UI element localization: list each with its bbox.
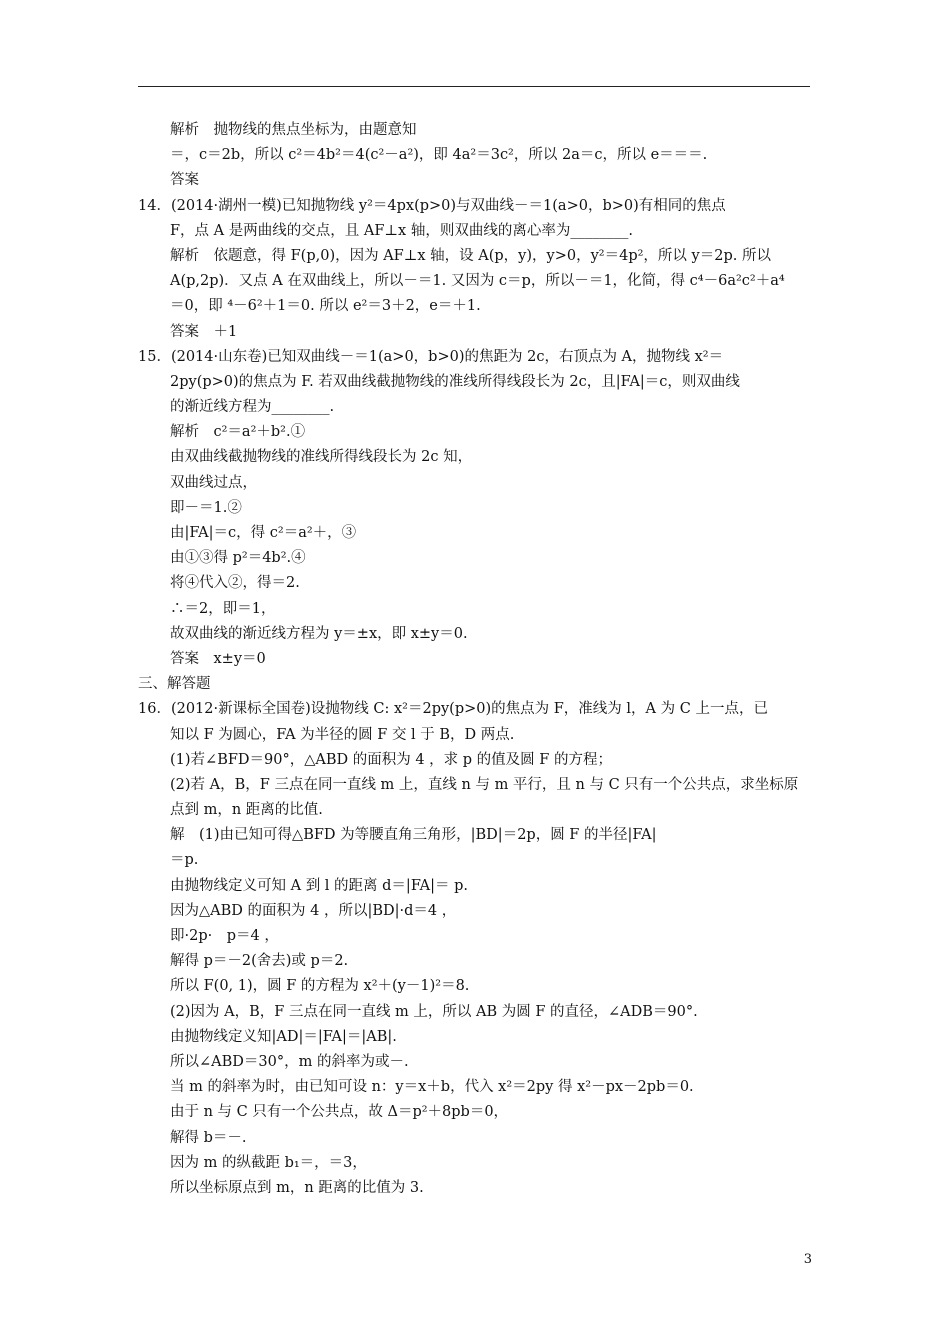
text-line: (2)若 A，B，F 三点在同一直线 m 上，直线 n 与 m 平行，且 n 与 C 只有一个公共点，求坐标原 bbox=[170, 776, 799, 793]
text-line: 将④代入②，得＝2. bbox=[170, 575, 300, 592]
text-line: 所以 F(0, 1)，圆 F 的方程为 x²＋(y－1)²＝8. bbox=[170, 978, 470, 995]
text-line: 知以 F 为圆心，FA 为半径的圆 F 交 l 于 B，D 两点. bbox=[170, 726, 515, 743]
text-line: 故双曲线的渐近线方程为 y＝±x，即 x±y＝0. bbox=[170, 625, 468, 642]
text-line: 2py(p>0)的焦点为 F. 若双曲线截抛物线的准线所得线段长为 2c，且|FA|＝c，则双曲线 bbox=[170, 373, 740, 390]
text-line: 解得 b＝－. bbox=[170, 1129, 247, 1146]
text-line: 所以∠ABD＝30°，m 的斜率为或－. bbox=[170, 1053, 409, 1070]
text-line: 答案 ＋1 bbox=[170, 323, 238, 340]
text-line: ＝0，即 ⁴－6²＋1＝0. 所以 e²＝3＋2，e＝＋1. bbox=[170, 298, 481, 315]
text-line: ＝p. bbox=[170, 852, 199, 869]
text-line: 双曲线过点， bbox=[170, 474, 257, 491]
text-line: F，点 A 是两曲线的交点，且 AF⊥x 轴，则双曲线的离心率为________. bbox=[170, 222, 633, 239]
text-line: 答案 bbox=[170, 172, 199, 189]
text-line: 点到 m，n 距离的比值. bbox=[170, 802, 323, 819]
text-line: 由双曲线截抛物线的准线所得线段长为 2c 知， bbox=[170, 449, 473, 466]
text-line: 由|FA|＝c，得 c²＝a²＋，③ bbox=[170, 525, 357, 541]
text-line: 因为 m 的纵截距 b₁＝，＝3， bbox=[170, 1154, 367, 1171]
text-line: 答案 x±y＝0 bbox=[170, 650, 266, 667]
problem-14-line: 14．(2014·湖州一模)已知抛物线 y²＝4px(p>0)与双曲线－＝1(a>0，b>0)有相同的焦点 bbox=[138, 197, 726, 214]
header-rule bbox=[138, 86, 810, 87]
text-line: 当 m 的斜率为时，由已知可设 n：y＝x＋b，代入 x²＝2py 得 x²－px－2pb＝0. bbox=[170, 1079, 694, 1096]
text-line: 解 (1)由已知可得△BFD 为等腰直角三角形，|BD|＝2p，圆 F 的半径|FA| bbox=[170, 827, 657, 844]
document-body bbox=[138, 118, 818, 1201]
text-line: 解析 抛物线的焦点坐标为，由题意知 bbox=[170, 122, 417, 138]
section-heading: 三、解答题 bbox=[138, 676, 211, 693]
text-line: 所以坐标原点到 m，n 距离的比值为 3. bbox=[170, 1179, 424, 1196]
text-line: ＝，c＝2b，所以 c²＝4b²＝4(c²－a²)，即 4a²＝3c²，所以 2a＝c，所以 e＝＝＝. bbox=[170, 147, 708, 164]
text-line: 由①③得 p²＝4b².④ bbox=[170, 550, 306, 567]
text-line: 的渐近线方程为________. bbox=[170, 399, 335, 416]
text-line: 即－＝1.② bbox=[170, 499, 242, 516]
problem-15-line: 15．(2014·山东卷)已知双曲线－＝1(a>0，b>0)的焦距为 2c，右顶点为 A，抛物线 x²＝ bbox=[138, 348, 724, 365]
page-number: 3 bbox=[803, 1252, 812, 1267]
problem-16-line: 16．(2012·新课标全国卷)设抛物线 C: x²＝2py(p>0)的焦点为 F，准线为 l，A 为 C 上一点，已 bbox=[138, 701, 768, 718]
text-line: (1)若∠BFD＝90°，△ABD 的面积为 4 ，求 p 的值及圆 F 的方程； bbox=[170, 751, 612, 768]
text-line: A(p,2p)．又点 A 在双曲线上，所以－＝1. 又因为 c＝p，所以－＝1，化简，得 c⁴－6a²c²＋a⁴ bbox=[170, 273, 785, 290]
text-line: 因为△ABD 的面积为 4 ，所以|BD|·d＝4 ， bbox=[170, 902, 457, 919]
text-line: (2)因为 A，B，F 三点在同一直线 m 上，所以 AB 为圆 F 的直径，∠ADB＝90°. bbox=[170, 1003, 698, 1020]
text-line: ∴＝2，即＝1， bbox=[170, 600, 276, 617]
text-line: 解析 c²＝a²＋b².① bbox=[170, 424, 306, 441]
text-line: 由抛物线定义知|AD|＝|FA|＝|AB|. bbox=[170, 1028, 397, 1045]
text-line: 由抛物线定义可知 A 到 l 的距离 d＝|FA|＝ p. bbox=[170, 877, 468, 894]
text-line: 即·2p· p＝4 ， bbox=[170, 928, 279, 944]
text-line: 由于 n 与 C 只有一个公共点，故 Δ＝p²＋8pb＝0， bbox=[170, 1104, 509, 1121]
text-line: 解析 依题意，得 F(p,0)，因为 AF⊥x 轴，设 A(p，y)，y>0，y²＝4p²，所以 y＝2p. 所以 bbox=[170, 247, 771, 264]
text-line: 解得 p＝－2(舍去)或 p＝2. bbox=[170, 953, 349, 970]
